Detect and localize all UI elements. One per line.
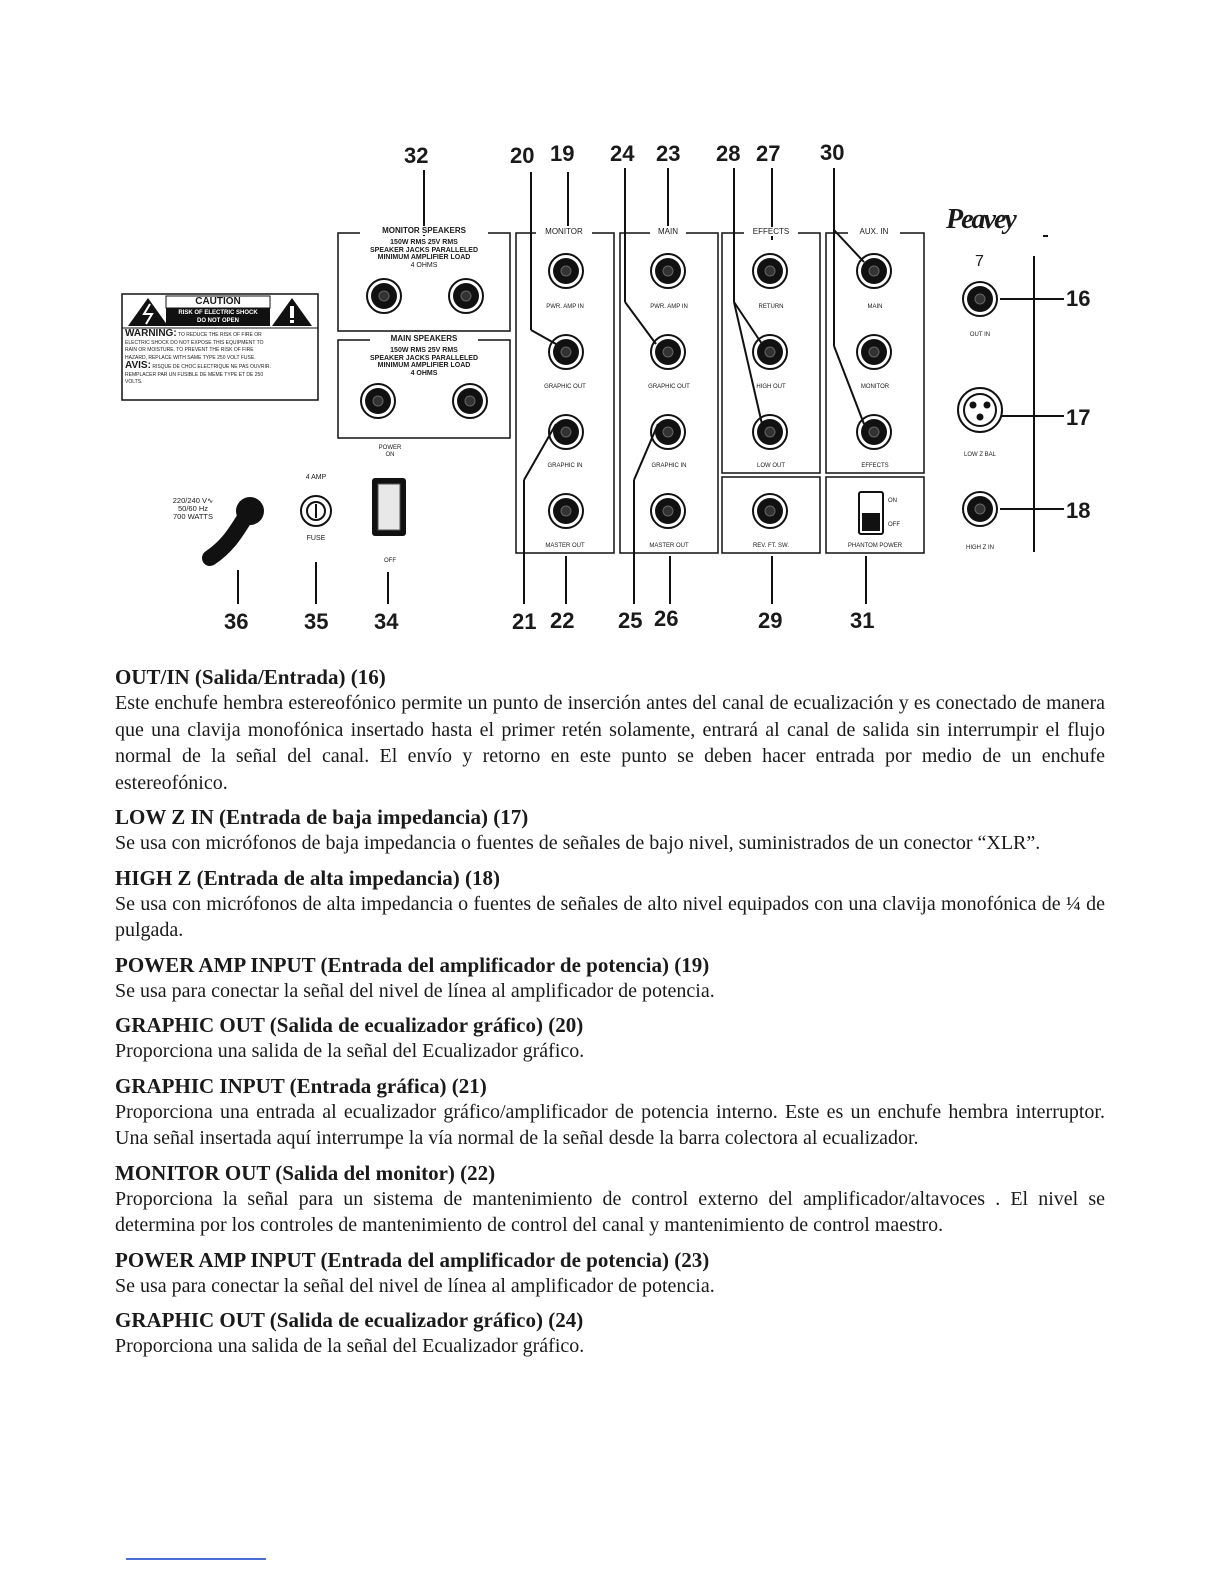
callout-27: 27 (756, 141, 781, 166)
section-body: Proporciona la señal para un sistema de mantenimiento de control externo del amplificador/altavoces . El nivel se determina por los controles de mantenimiento de control del canal y mantenimiento de control maestro. (115, 1187, 1105, 1236)
monitor-graphic-in-label: GRAPHIC IN (547, 463, 583, 469)
monitor-speakers-title: MONITOR SPEAKERS (360, 226, 488, 235)
callout-34: 34 (374, 609, 399, 634)
section-body: Este enchufe hembra estereofónico permite un punto de inserción antes del canal de ecualización y es conectado de manera que una clavija monofónica insertado hasta el primer retén solamente, entrará al canal de salida sin interrumpir el flujo normal de la señal del canal. El envío y retorno en este punto se deben hacer entrada por medio de un enchufe estereofónico. (115, 692, 1105, 794)
main-spec-4: 4 OHMS (410, 369, 438, 377)
callout-16: 16 (1066, 286, 1091, 311)
section-heading: MONITOR OUT (Salida del monitor) (22) (115, 1160, 496, 1185)
callout-22: 22 (550, 608, 575, 633)
rear-panel-diagram (0, 0, 1224, 660)
monitor-spec-4: 4 OHMS (410, 261, 438, 269)
description-sections (115, 664, 1105, 1368)
callout-26: 26 (654, 606, 679, 631)
aux-monitor-label: MONITOR (860, 384, 890, 390)
fuse-label: FUSE (306, 535, 326, 542)
section-heading: POWER AMP INPUT (Entrada del amplificador de potencia) (19) (115, 952, 710, 977)
monitor-spec-3: MINIMUM AMPLIFIER LOAD (377, 254, 471, 261)
out-in-label: OUT IN (969, 332, 991, 338)
main-graphic-out-label: GRAPHIC OUT (648, 384, 690, 390)
aux-main-label: MAIN (867, 304, 883, 310)
main-speaker-jack-2 (453, 384, 487, 418)
effects-group (722, 233, 820, 553)
aux-group-title: AUX. IN (848, 227, 900, 236)
section-power-amp-input-23 (115, 1247, 1105, 1300)
low-z-bal-label: LOW Z BAL (963, 452, 996, 458)
callout-18: 18 (1066, 498, 1091, 523)
section-heading: GRAPHIC OUT (Salida de ecualizador gráfico) (20) (115, 1013, 584, 1037)
callout-32: 32 (404, 143, 429, 168)
section-heading: POWER AMP INPUT (Entrada del amplificador de potencia) (23) (115, 1247, 710, 1272)
off-label: OFF (384, 558, 396, 564)
monitor-group-title: MONITOR (536, 227, 592, 236)
callout-36: 36 (224, 609, 249, 634)
callout-23: 23 (656, 141, 681, 166)
callout-21: 21 (512, 609, 537, 634)
power-label: POWER (378, 445, 402, 451)
callout-19: 19 (550, 141, 575, 166)
high-z-jack (963, 492, 997, 526)
section-body: Se usa con micrófonos de baja impedancia o fuentes de señales de bajo nivel, suministrados de un conector “XLR”. (115, 832, 1041, 854)
main-speakers-title: MAIN SPEAKERS (370, 334, 478, 343)
phantom-off-label: OFF (888, 522, 900, 528)
effects-group-title: EFFECTS (744, 227, 798, 236)
section-heading: GRAPHIC INPUT (Entrada gráfica) (21) (115, 1073, 487, 1098)
main-speakers-spec (338, 347, 510, 377)
section-power-amp-input-19 (115, 952, 1105, 1005)
section-body: Se usa para conectar la señal del nivel de línea al amplificador de potencia. (115, 979, 715, 1002)
main-master-out-label: MASTER OUT (649, 543, 689, 549)
section-heading: LOW Z IN (Entrada de baja impedancia) (17) (115, 805, 529, 829)
monitor-speaker-jack-2 (449, 279, 483, 313)
phantom-on-label: ON (888, 498, 897, 504)
mains-rating (156, 497, 230, 521)
out-in-jack (963, 282, 997, 316)
rev-ft-sw-label: REV. FT. SW. (752, 543, 790, 549)
section-out-in (115, 664, 1105, 796)
warning-line-4: HAZARD, REPLACE WITH SAME TYPE 250 VOLT FUSE. (125, 354, 256, 361)
fuse-holder (301, 496, 331, 526)
avis-line-3: VOLTS. (125, 379, 143, 385)
section-high-z (115, 865, 1105, 944)
section-low-z-in (115, 804, 1105, 857)
power-on-label (360, 445, 420, 459)
avis-line-1: RISQUE DE CHOC ELECTRIQUE NE PAS OUVRIR. (152, 364, 271, 370)
main-spec-2: SPEAKER JACKS PARALLELED (370, 354, 478, 362)
section-heading: HIGH Z (Entrada de alta impedancia) (18) (115, 865, 501, 890)
main-spec-1: 150W RMS 25V RMS (390, 347, 458, 354)
monitor-pwr-amp-in-label: PWR. AMP IN (546, 304, 584, 310)
effects-high-out-label: HIGH OUT (756, 384, 786, 390)
callout-29: 29 (758, 608, 783, 633)
section-body: Proporciona una salida de la señal del Ecualizador gráfico. (115, 1335, 585, 1357)
on-label: ON (385, 452, 395, 458)
channel-number: 7 (975, 253, 984, 270)
section-monitor-out-22 (115, 1160, 1105, 1239)
main-group-title: MAIN (650, 227, 686, 236)
peavey-logo: Peavey (946, 204, 1015, 235)
callout-24: 24 (610, 141, 635, 166)
risk-line-2: DO NOT OPEN (196, 318, 239, 324)
callout-20: 20 (510, 143, 535, 168)
warning-text (125, 330, 317, 387)
mains-frequency: 50/60 Hz (177, 504, 209, 513)
power-switch (372, 478, 406, 536)
main-speaker-jack-1 (361, 384, 395, 418)
effects-return-label: RETURN (758, 304, 784, 310)
warning-line-2: ELECTRIC SHOCK DO NOT EXPOSE THIS EQUIPMENT TO (125, 339, 264, 346)
monitor-speaker-jack-1 (367, 279, 401, 313)
monitor-spec-2: SPEAKER JACKS PARALLELED (370, 246, 478, 254)
callout-17: 17 (1066, 405, 1091, 430)
main-pwr-amp-in-label: PWR. AMP IN (650, 304, 688, 310)
effects-low-out-label: LOW OUT (757, 463, 785, 469)
caution-title: CAUTION (195, 296, 241, 307)
section-graphic-input-21 (115, 1073, 1105, 1152)
fuse-amp-label: 4 AMP (305, 474, 327, 481)
xlr-jack (958, 388, 1002, 432)
mains-watts: 700 WATTS (172, 512, 213, 521)
aux-effects-label: EFFECTS (861, 463, 889, 469)
warning-label: WARNING: (125, 328, 177, 339)
monitor-graphic-out-label: GRAPHIC OUT (544, 384, 586, 390)
warning-line-1: TO REDUCE THE RISK OF FIRE OR (177, 332, 262, 338)
section-graphic-out-20 (115, 1012, 1105, 1065)
avis-line-2: REMPLACER PAR UN FUSIBLE DE MEME TYPE ET DE 250 (125, 371, 264, 378)
phantom-power-label: PHANTOM POWER (847, 543, 903, 549)
section-body: Proporciona una entrada al ecualizador gráfico/amplificador de potencia interno. Este es un enchufe hembra interruptor. Una señal insertada aquí interrumpe la vía normal de la señal desde la barra colectora al ecualizador. (115, 1100, 1105, 1149)
section-body: Proporciona una salida de la señal del Ecualizador gráfico. (115, 1040, 585, 1062)
section-body: Se usa con micrófonos de alta impedancia o fuentes de señales de alto nivel equipados con una clavija monofónica de ¼ de pulgada. (115, 892, 1105, 941)
monitor-speakers-spec (338, 239, 510, 269)
section-graphic-out-24 (115, 1307, 1105, 1360)
mains-voltage: 220/240 V∿ (172, 496, 214, 505)
callout-35: 35 (304, 609, 329, 634)
channel-strip (958, 236, 1064, 552)
avis-label: AVIS: (125, 360, 151, 371)
risk-line-1: RISK OF ELECTRIC SHOCK (178, 310, 258, 316)
high-z-in-label: HIGH Z IN (966, 545, 994, 551)
callout-30: 30 (820, 140, 845, 165)
warning-line-3: RAIN OR MOISTURE. TO PREVENT THE RISK OF FIRE (125, 347, 254, 353)
monitor-spec-1: 150W RMS 25V RMS (390, 239, 458, 246)
callout-31: 31 (850, 608, 875, 633)
main-spec-3: MINIMUM AMPLIFIER LOAD (377, 362, 471, 369)
callout-25: 25 (618, 608, 643, 633)
footer-rule (126, 1558, 266, 1560)
main-graphic-in-label: GRAPHIC IN (651, 463, 687, 469)
section-heading: GRAPHIC OUT (Salida de ecualizador gráfico) (24) (115, 1308, 584, 1332)
aux-in-group (826, 233, 924, 553)
callout-28: 28 (716, 141, 741, 166)
section-body: Se usa para conectar la señal del nivel de línea al amplificador de potencia. (115, 1274, 715, 1297)
section-heading: OUT/IN (Salida/Entrada) (16) (115, 665, 386, 689)
monitor-master-out-label: MASTER OUT (545, 543, 585, 549)
